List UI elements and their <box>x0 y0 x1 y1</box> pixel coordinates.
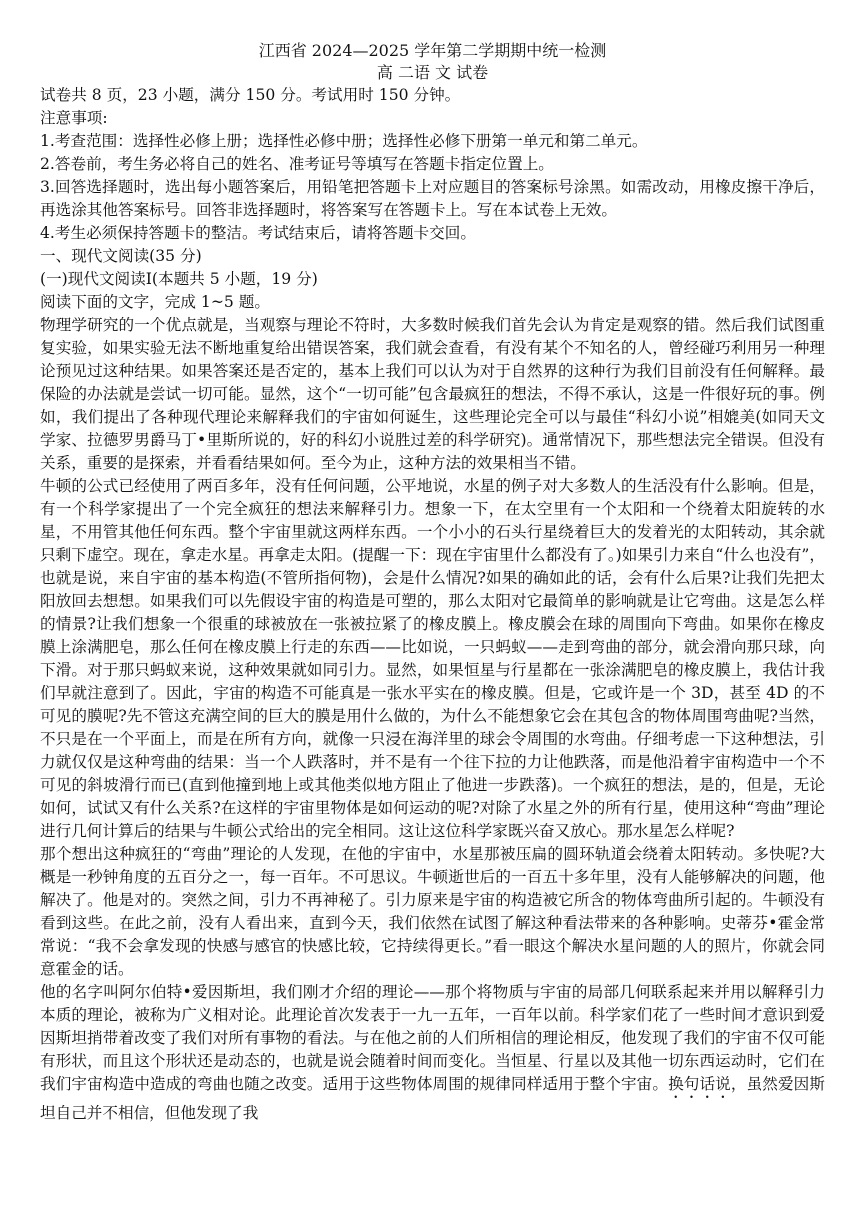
exam-info: 试卷共 8 页，23 小题，满分 150 分。考试用时 150 分钟。 <box>40 86 461 104</box>
exam-page <box>40 40 825 1125</box>
exam-title: 江西省 2024—2025 学年第二学期期中统一检测 <box>258 41 607 60</box>
subsection-heading: (一)现代文阅读Ⅰ(本题共 5 小题，19 分) <box>40 270 318 288</box>
section-heading: 一、现代文阅读(35 分) <box>40 247 202 265</box>
notice-item-3: 3.回答选择题时，选出每小题答案后，用铅笔把答题卡上对应题目的答案标号涂黑。如需改动，用橡皮擦干净后，再选涂其他答案标号。回答非选择题时，将答案写在答题卡上。写在本试卷上无效。 <box>40 178 825 219</box>
reading-instruction: 阅读下面的文字，完成 1~5 题。 <box>40 293 270 311</box>
notice-item-2: 2.答卷前，考生务必将自己的姓名、准考证号等填写在答题卡指定位置上。 <box>40 155 554 173</box>
notice-item-4: 4.考生必须保持答题卡的整洁。考试结束后，请将答题卡交回。 <box>40 224 476 242</box>
passage-paragraph-2: 牛顿的公式已经使用了两百多年，没有任何问题，公平地说，水星的例子对大多数人的生活没有什么影响。但是，有一个科学家提出了一个完全疯狂的想法来解释引力。想象一下，在太空里有一个太阳和一个绕着太阳旋转的水星，不用管其他任何东西。整个宇宙里就这两样东西。一个小小的石头行星绕着巨大的发着光的太阳转动，其余就只剩下虚空。现在，拿走水星。再拿走太阳。(提醒一下：现在宇宙里什么都没有了。)如果引力来自“什么也没有”，也就是说，来自宇宙的基本构造(不管所指何物)，会是什么情况?如果的确如此的话，会有什么后果?让我们先把太阳放回去想想。如果我们可以先假设宇宙的构造是可塑的，那么太阳对它最简单的影响就是让它弯曲。这是怎么样的情景?让我们想象一个很重的球被放在一张被拉紧了的橡皮膜上。橡皮膜会在球的周围向下弯曲。如果你在橡皮膜上涂满肥皂，那么任何在橡皮膜上行走的东西——比如说，一只蚂蚁——走到弯曲的部分，就会滑向那只球，向下滑。对于那只蚂蚁来说，这种效果就如同引力。显然，如果恒星与行星都在一张涂满肥皂的橡皮膜上，我估计我们早就注意到了。因此，宇宙的构造不可能真是一张水平实在的橡皮膜。但是，它或许是一个 3D，甚至 4D 的不可见的膜呢?先不管这充满空间的巨大的膜是用什么做的，为什么不能想象它会在其包含的物体周围弯曲呢?当然，不只是在一个平面上，而是在所有方向，就像一只浸在海洋里的球会令周围的水弯曲。仔细考虑一下这种想法，引力就仅仅是这种弯曲的结果：当一个人跌落时，并不是有一个往下拉的力让他跌落，而是他沿着宇宙构造中一个不可见的斜坡滑行而已(直到他撞到地上或其他类似地方阻止了他进一步跌落)。一个疯狂的想法，是的，但是，无论如何，试试又有什么关系?在这样的宇宙里物体是如何运动的呢?对除了水星之外的所有行星，使用这种“弯曲”理论进行几何计算后的结果与牛顿公式给出的完全相同。这让这位科学家既兴奋又放心。那水星怎么样呢? <box>40 477 825 840</box>
notice-item-1: 1.考查范围：选择性必修上册；选择性必修中册；选择性必修下册第一单元和第二单元。 <box>40 132 648 150</box>
passage-paragraph-1: 物理学研究的一个优点就是，当观察与理论不符时，大多数时候我们首先会认为肯定是观察的错。然后我们试图重复实验，如果实验无法不断地重复给出错误答案，我们就会查看，有没有某个不知名的人，曾经碰巧利用另一种理论预见过这种结果。如果答案还是否定的，基本上我们可以认为对于自然界的这种行为我们目前没有任何解释。最保险的办法就是尝试一切可能。显然，这个“一切可能”包含最疯狂的想法，不得不承认，这是一件很好玩的事。例如，我们提出了各种现代理论来解释我们的宇宙如何诞生，这些理论完全可以与最佳“科幻小说”相媲美(如同天文学家、拉德罗男爵马丁•里斯所说的，好的科幻小说胜过差的科学研究)。通常情况下，那些想法完全错误。但没有关系，重要的是探索，并看看结果如何。至今为止，这种方法的效果相当不错。 <box>40 316 825 472</box>
notice-heading: 注意事项: <box>40 109 108 127</box>
exam-subtitle: 高 二语 文 试卷 <box>376 63 489 82</box>
emphasized-phrase: 换句话说 <box>668 1075 731 1093</box>
passage-paragraph-4-text: 他的名字叫阿尔伯特•爱因斯坦，我们刚才介绍的理论——那个将物质与宇宙的局部几何联系起来并用以解释引力本质的理论，被称为广义相对论。此理论首次发表于一九一五年，一百年以前。科学家们花了一些时间才意识到爱因斯坦捎带着改变了我们对所有事物的看法。与在他之前的人们所相信的理论相反，他发现了我们的宇宙不仅可能有形状，而且这个形状还是动态的，也就是说会随着时间而变化。当恒星、行星以及其他一切东西运动时，它们在我们宇宙构造中造成的弯曲也随之改变。适用于这些物体周围的规律同样适用于整个宇宙。 <box>40 983 825 1093</box>
passage-paragraph-4 <box>40 981 825 1125</box>
passage-paragraph-3: 那个想出这种疯狂的“弯曲”理论的人发现，在他的宇宙中，水星那被压扁的圆环轨道会绕着太阳转动。多快呢?大概是一秒钟角度的五百分之一，每一百年。不可思议。牛顿逝世后的一百五十多年里，没有人能够解决的问题，他解决了。他是对的。突然之间，引力不再神秘了。引力原来是宇宙的构造被它所含的物体弯曲所引起的。牛顿没有看到这些。在此之前，没有人看出来，直到今天，我们依然在试图了解这种看法带来的各种影响。史蒂芬•霍金常常说：“我不会拿发现的快感与感官的快感比较，它持续得更长。”看一眼这个解决水星问题的人的照片，你就会同意霍金的话。 <box>40 845 825 978</box>
passage-paragraph-4-tail: ，虽然爱因斯坦自己并不相信，但他发现了我 <box>40 1075 825 1122</box>
